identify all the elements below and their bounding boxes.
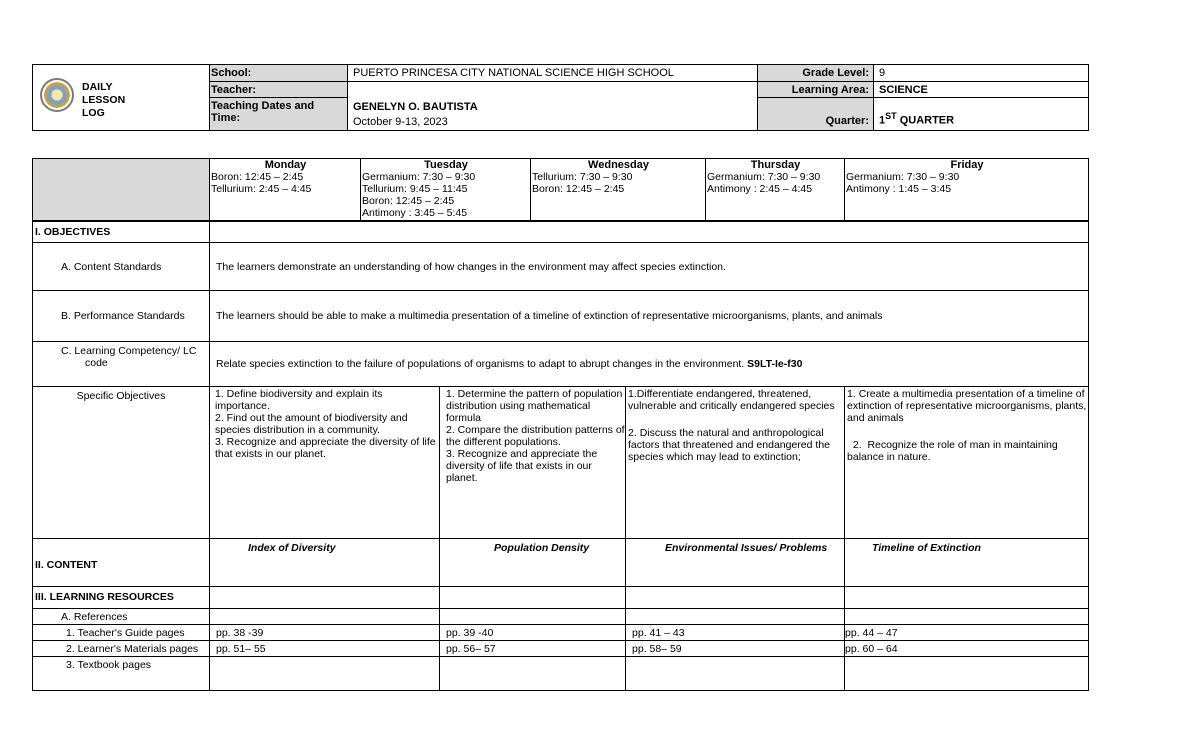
content-monday: Index of Diversity bbox=[210, 539, 440, 587]
deped-seal-icon bbox=[40, 78, 74, 112]
lesson-log-table bbox=[32, 158, 1089, 691]
day-friday: Friday Germanium: 7:30 – 9:30 Antimony : 1:45 – 3:45 bbox=[845, 159, 1089, 221]
specific-objectives-label: Specific Objectives bbox=[33, 387, 210, 539]
lm-monday: pp. 51– 55 bbox=[210, 641, 440, 657]
tb-wednesday bbox=[626, 657, 845, 691]
performance-standards-text: The learners should be able to make a multimedia presentation of a timeline of extinction of representative microorganisms, plants, and animals bbox=[210, 291, 1089, 342]
references-blank-1 bbox=[210, 609, 440, 625]
daily-lesson-log-title: DAILY LESSON LOG bbox=[82, 81, 126, 119]
lm-tuesday: pp. 56– 57 bbox=[440, 641, 626, 657]
day-tuesday: Tuesday Germanium: 7:30 – 9:30 Tellurium: 9:45 – 11:45 Boron: 12:45 – 2:45 Antimony : 3:45 – 5:45 bbox=[361, 159, 531, 221]
teacher-label: Teacher: bbox=[210, 82, 348, 98]
resources-blank-3 bbox=[626, 587, 845, 609]
grade-level-value: 9 bbox=[874, 65, 1089, 82]
content-title: II. CONTENT bbox=[33, 539, 210, 587]
content-standards-label: A. Content Standards bbox=[33, 243, 210, 291]
blank-header-cell bbox=[33, 159, 210, 221]
tb-tuesday bbox=[440, 657, 626, 691]
specific-objectives-friday: 1. Create a multimedia presentation of a timeline of extinction of representative microorganisms, plants, and animals 2. Recognize the role of man in maintaining balance in nature. bbox=[845, 387, 1089, 539]
references-label: A. References bbox=[33, 609, 210, 625]
learning-area-label: Learning Area: bbox=[758, 82, 874, 98]
logo-cell bbox=[33, 65, 210, 131]
content-tuesday: Population Density bbox=[440, 539, 626, 587]
specific-objectives-tuesday: 1. Determine the pattern of population distribution using mathematical formula 2. Compare the distribution patterns of the different populations. 3. Recognize and appreciate the diversity of life that exists in our planet. bbox=[440, 387, 626, 539]
tg-wednesday: pp. 41 – 43 bbox=[626, 625, 845, 641]
teacher-dates-cell bbox=[348, 82, 758, 131]
specific-objectives-monday: 1. Define biodiversity and explain its importance. 2. Find out the amount of biodiversity and species distribution in a community. 3. Recognize and appreciate the diversity of life that exists in our planet. bbox=[210, 387, 440, 539]
objectives-blank bbox=[210, 221, 1089, 243]
lm-wednesday: pp. 58– 59 bbox=[626, 641, 845, 657]
tg-monday: pp. 38 -39 bbox=[210, 625, 440, 641]
learning-competency-text: Relate species extinction to the failure of populations of organisms to adapt to abrupt changes in the environment. S9LT-Ie-f30 bbox=[210, 342, 1089, 387]
specific-objectives-wednesday-thursday: 1.Differentiate endangered, threatened, vulnerable and critically endangered species 2. Discuss the natural and anthropological factors that threatened and endangered the species which may lead to extinction; bbox=[626, 387, 845, 539]
textbook-pages-label: 3. Textbook pages bbox=[33, 657, 210, 691]
resources-blank-1 bbox=[210, 587, 440, 609]
learning-resources-title: III. LEARNING RESOURCES bbox=[33, 587, 210, 609]
tg-tuesday: pp. 39 -40 bbox=[440, 625, 626, 641]
references-blank-4 bbox=[845, 609, 1089, 625]
tb-monday bbox=[210, 657, 440, 691]
day-monday: Monday Boron: 12:45 – 2:45 Tellurium: 2:45 – 4:45 bbox=[210, 159, 361, 221]
tg-friday: pp. 44 – 47 bbox=[845, 625, 1089, 641]
lm-friday: pp. 60 – 64 bbox=[845, 641, 1089, 657]
teachers-guide-label: 1. Teacher's Guide pages bbox=[33, 625, 210, 641]
school-label: School: bbox=[210, 65, 348, 82]
header-table bbox=[32, 64, 1089, 131]
teaching-dates-label: Teaching Dates and Time: bbox=[210, 98, 348, 131]
learning-competency-label: C. Learning Competency/ LC code bbox=[33, 342, 210, 387]
learning-area-value: SCIENCE bbox=[874, 82, 1089, 98]
content-wednesday: Environmental Issues/ Problems bbox=[626, 539, 845, 587]
school-value: PUERTO PRINCESA CITY NATIONAL SCIENCE HIGH SCHOOL bbox=[348, 65, 758, 82]
quarter-label: Quarter: bbox=[758, 98, 874, 131]
resources-blank-2 bbox=[440, 587, 626, 609]
tb-friday bbox=[845, 657, 1089, 691]
content-standards-text: The learners demonstrate an understanding of how changes in the environment may affect species extinction. bbox=[210, 243, 1089, 291]
content-friday: Timeline of Extinction bbox=[845, 539, 1089, 587]
quarter-value: 1ST QUARTER bbox=[874, 98, 1089, 131]
learners-materials-label: 2. Learner's Materials pages bbox=[33, 641, 210, 657]
performance-standards-label: B. Performance Standards bbox=[33, 291, 210, 342]
day-wednesday: Wednesday Tellurium: 7:30 – 9:30 Boron: 12:45 – 2:45 bbox=[531, 159, 706, 221]
grade-level-label: Grade Level: bbox=[758, 65, 874, 82]
dates-value: October 9-13, 2023 bbox=[353, 116, 448, 128]
resources-blank-4 bbox=[845, 587, 1089, 609]
references-blank-2 bbox=[440, 609, 626, 625]
day-thursday: Thursday Germanium: 7:30 – 9:30 Antimony : 2:45 – 4:45 bbox=[706, 159, 845, 221]
references-blank-3 bbox=[626, 609, 845, 625]
objectives-title: I. OBJECTIVES bbox=[33, 221, 210, 243]
teacher-value: GENELYN O. BAUTISTA bbox=[353, 101, 478, 113]
